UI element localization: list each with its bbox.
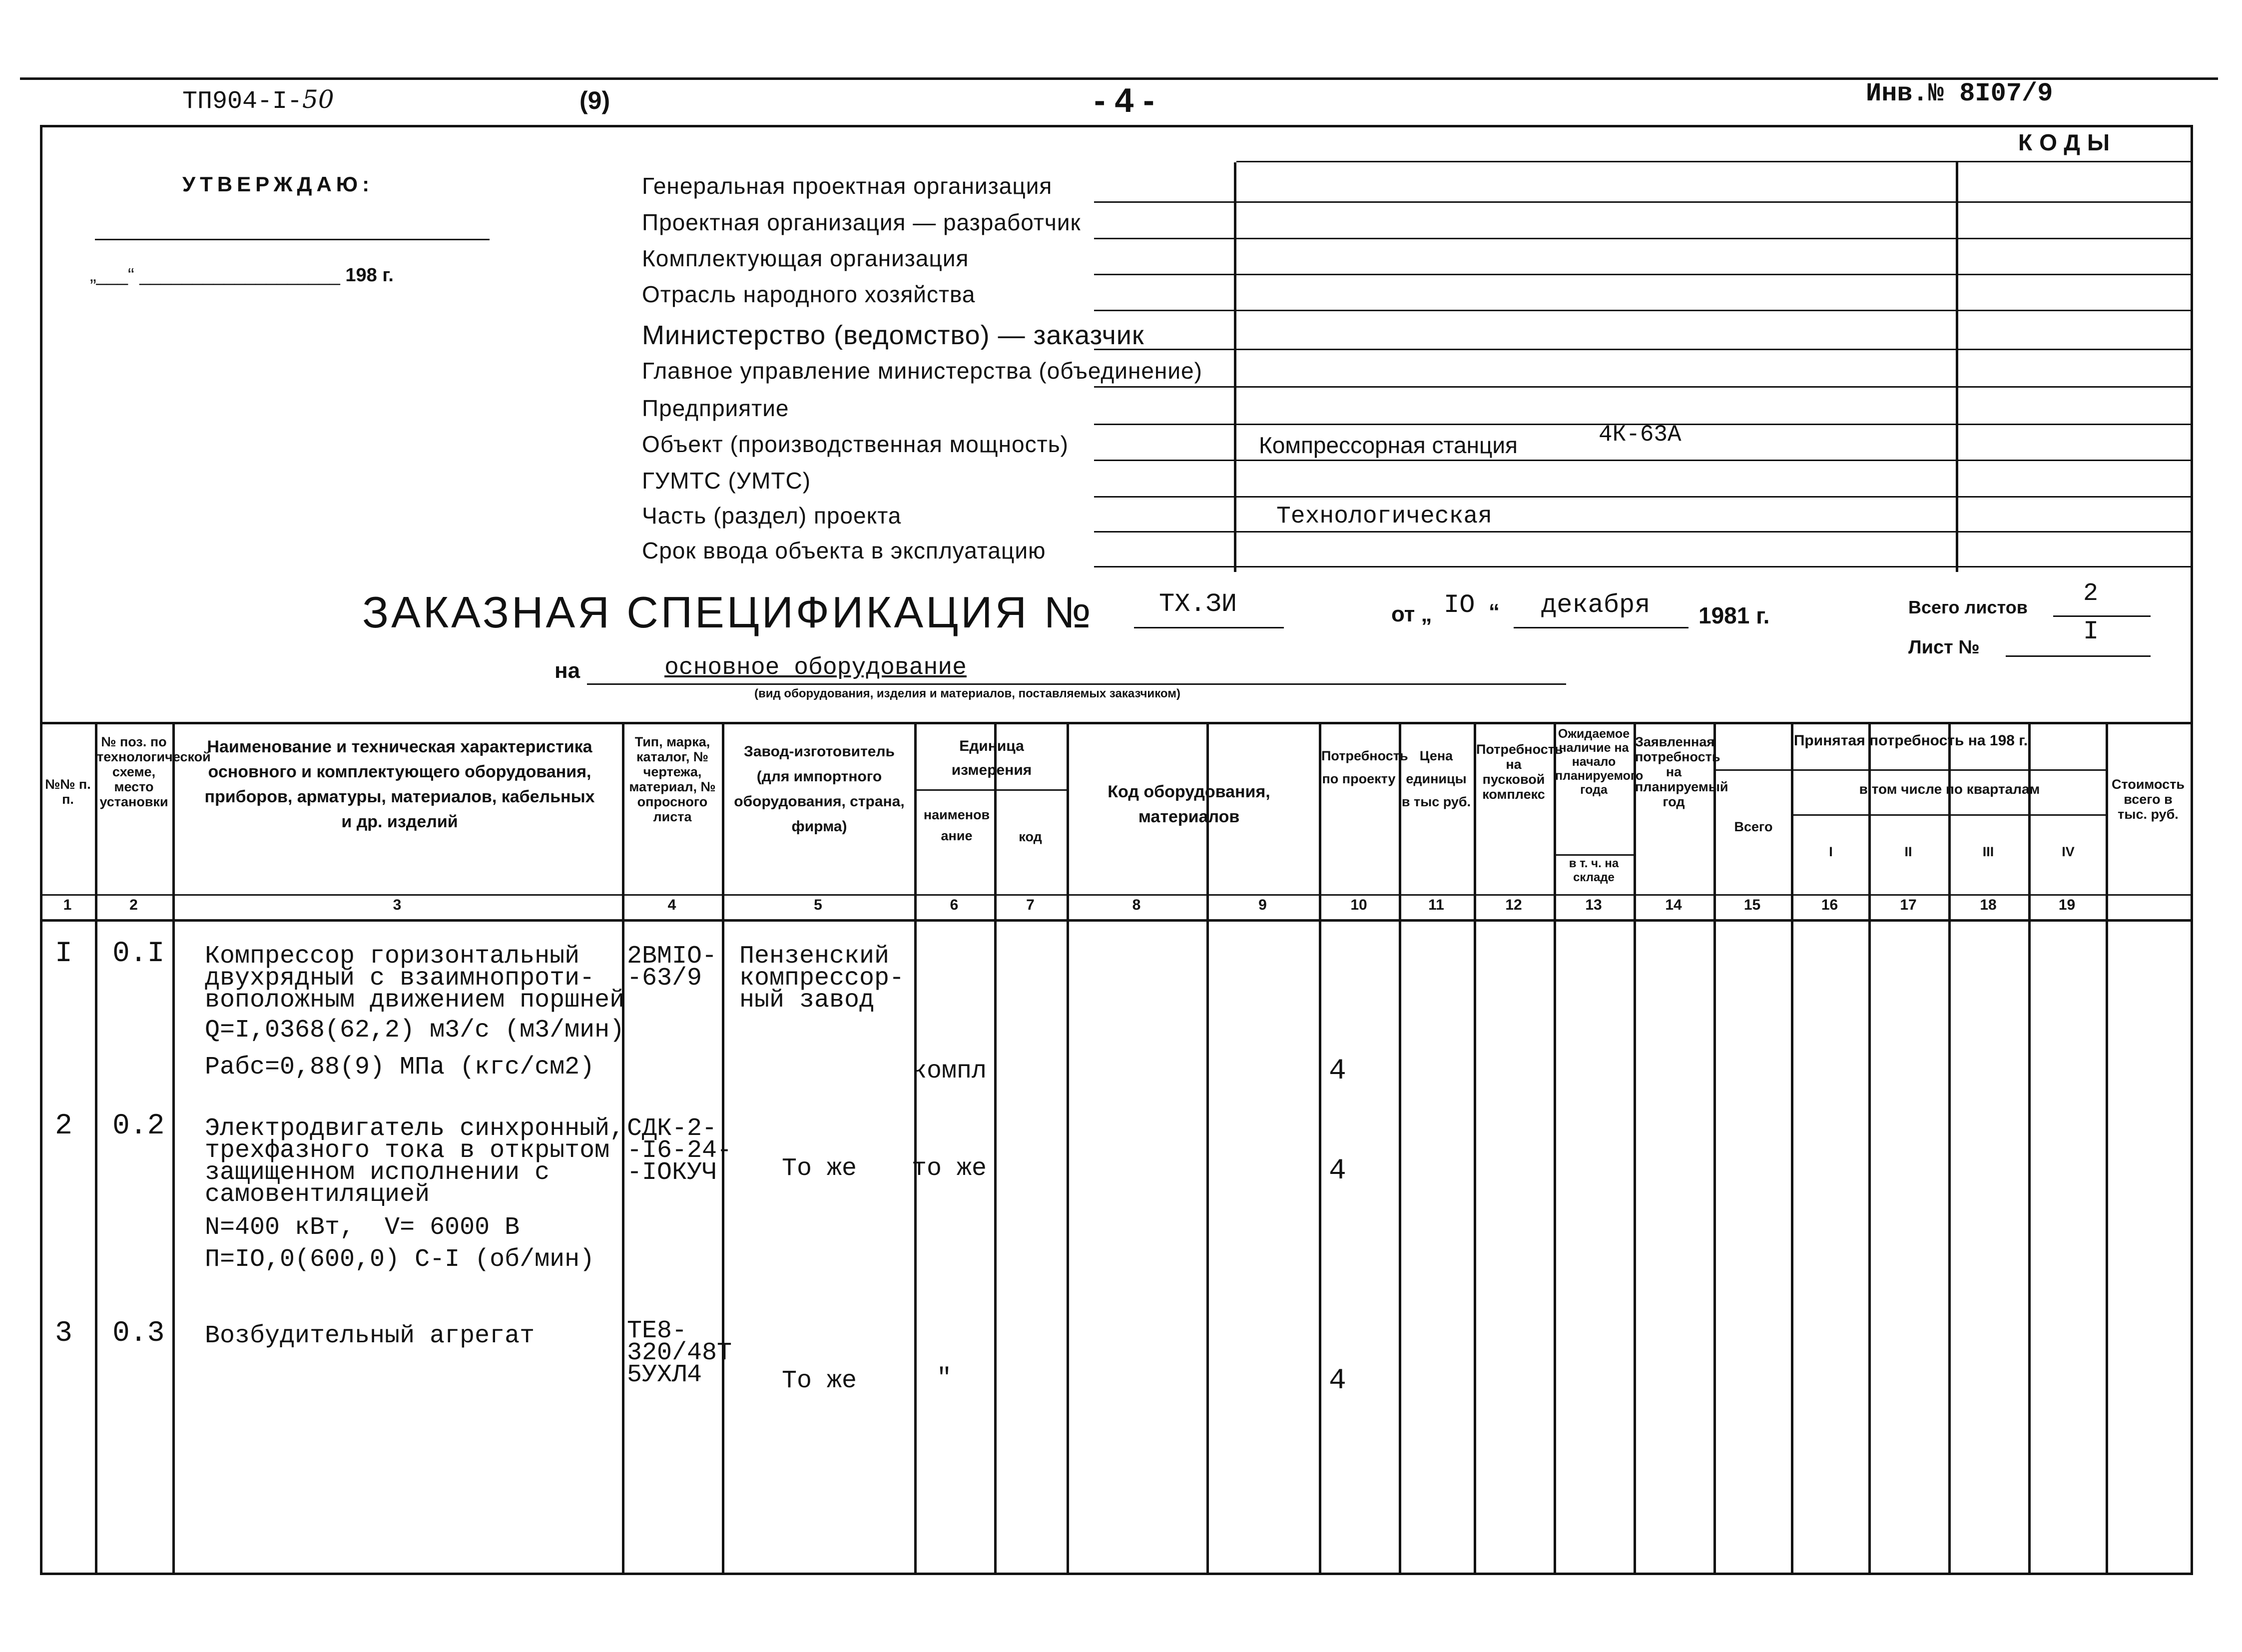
on-line [587, 683, 1566, 685]
org-field-line [1094, 386, 2191, 388]
col-header-2: № поз. по технологической схеме, место установки [97, 734, 211, 809]
org-field-label: Главное управление министерства (объединение) [642, 358, 1202, 384]
col-header-18: IV [2062, 844, 2075, 859]
col-number: 19 [2058, 897, 2076, 913]
org-field-label: Проектная организация — разработчик [642, 209, 1081, 235]
table-col-rule [1067, 722, 1069, 1573]
org-field-line [1094, 460, 2191, 461]
row-number: I [55, 938, 72, 970]
col-number: 17 [1900, 897, 1917, 913]
col-header-15: I [1829, 844, 1833, 859]
table-col-rule [1319, 722, 1321, 1573]
col-number: 4 [667, 897, 676, 913]
row-name-line: П=IO,0(600,0) С-I (об/мин) [205, 1245, 595, 1274]
row-name-line: Рабс=0,88(9) МПа (кгс/см2) [205, 1053, 595, 1082]
date-month-line [1514, 627, 1688, 628]
org-field-label: Объект (производственная мощность) [642, 431, 1069, 457]
row-type-line: -63/9 [627, 964, 702, 993]
table-col-rule [1206, 722, 1209, 1573]
col-header-17: III [1982, 844, 1994, 859]
col-header-8: Код оборудования, материалов [1108, 782, 1270, 826]
org-field-line [1094, 201, 2191, 203]
org-field-line [1094, 566, 2191, 567]
row-name-line: Q=I,0368(62,2) м3/с (м3/мин) [205, 1016, 625, 1045]
row-unit: " [937, 1364, 952, 1393]
row-name-line: N=400 кВт, V= 6000 В [205, 1213, 520, 1242]
row-name-line: самовентиляцией [205, 1180, 430, 1209]
approve-signature-line [95, 239, 490, 240]
col-number: 10 [1350, 897, 1367, 913]
table-col-rule [2106, 722, 2108, 1573]
col-header-4: Тип, марка, каталог, № чертежа, материал, № опросного листа [629, 734, 716, 824]
col-header-7: код [1019, 829, 1042, 844]
table-col-rule [1474, 722, 1476, 1573]
table-col-rule [1713, 722, 1716, 1573]
col-header-1: №№ п. п. [45, 777, 91, 807]
row-name-line: Возбудительный агрегат [205, 1322, 535, 1350]
row-maker-line: компрессор- [739, 964, 905, 993]
col-header-19: Стоимость всего в тыс. руб. [2111, 777, 2185, 822]
sheet-label: Лист № [1908, 637, 1980, 658]
total-sheets-line [2053, 615, 2151, 617]
on-note: (вид оборудования, изделия и материалов, поставляемых заказчиком) [754, 687, 1180, 700]
col-number: 8 [1132, 897, 1141, 913]
spec-title: ЗАКАЗНАЯ СПЕЦИФИКАЦИЯ № [362, 587, 1094, 637]
row-position: 0.3 [112, 1317, 165, 1350]
codes-rule [1236, 161, 2191, 162]
org-field-value-extra: 4К-63А [1599, 422, 1682, 448]
unit-subheader-rule [914, 789, 1067, 791]
date-quote: “ [1489, 599, 1500, 624]
col-number: 2 [129, 897, 138, 913]
row-type-line: СДК-2- [627, 1114, 717, 1143]
spec-number-line [1134, 627, 1284, 628]
col-header-5: Завод-изготовитель (для импортного оборудования, страна, фирма) [734, 743, 905, 835]
frame-top [40, 125, 2193, 127]
page-number: - 4 - [1094, 81, 1154, 119]
org-field-value: Компрессорная станция [1259, 432, 1518, 458]
total-sheets-value: 2 [2083, 579, 2099, 608]
inventory-number: Инв.№ 8I07/9 [1866, 79, 2053, 108]
col-number: 12 [1505, 897, 1522, 913]
codes-left [1234, 162, 1236, 572]
table-col-rule [994, 722, 997, 1573]
row-type-line: 320/48Т [627, 1339, 732, 1367]
col-header-11: Потребность на пусковой комплекс [1476, 742, 1563, 802]
on-value: основное оборудование [664, 654, 967, 681]
table-col-rule [622, 722, 624, 1573]
sheet-paren: (9) [579, 86, 610, 114]
col-number: 7 [1026, 897, 1035, 913]
date-day: IO [1444, 590, 1475, 620]
row-quantity: 4 [1329, 1055, 1346, 1088]
col-number: 18 [1980, 897, 1997, 913]
col-header-6-7: Единица измерения [951, 738, 1032, 778]
row-name-line: защищенном исполнении с [205, 1158, 550, 1187]
col-number: 15 [1743, 897, 1761, 913]
doc-code: ТП904-I-50 [182, 85, 334, 116]
accepted-subheader-rule [1713, 769, 2108, 771]
row-quantity: 4 [1329, 1155, 1346, 1187]
org-field-value: Технологическая [1276, 503, 1493, 530]
date-year: 1981 г. [1698, 602, 1770, 628]
row-position: 0.2 [112, 1110, 165, 1142]
stock-subheader-rule [1554, 854, 1634, 856]
sheet-value: I [2083, 617, 2099, 646]
col-number: 13 [1585, 897, 1602, 913]
col-number: 9 [1258, 897, 1267, 913]
approve-date: „___“ ___________________ 198 г. [90, 265, 394, 286]
col-header-12: Ожидаемое наличие на начало планируемого года [1555, 727, 1644, 797]
col-header-13: Заявленная потребность на планируемый год [1635, 734, 1728, 809]
col-number: 14 [1665, 897, 1682, 913]
row-type-line: ТЕ8- [627, 1317, 687, 1345]
table-col-rule [172, 722, 175, 1573]
total-sheets-label: Всего листов [1908, 597, 2028, 617]
row-name-line: воположным движением поршней [205, 986, 625, 1015]
codes-label: КОДЫ [2018, 129, 2117, 155]
col-header-3: Наименование и техническая характеристика основного и комплектующего оборудования, приборов, арматуры, материалов, кабельных и др. изделий [204, 737, 595, 831]
table-col-rule [95, 722, 97, 1573]
row-name-line: Компрессор горизонтальный [205, 942, 580, 971]
row-name-line: Электродвигатель синхронный, [205, 1114, 625, 1143]
row-quantity: 4 [1329, 1365, 1346, 1397]
col-number: 3 [393, 897, 402, 913]
org-field-label: Срок ввода объекта в эксплуатацию [642, 538, 1046, 563]
col-header-16: II [1904, 844, 1912, 859]
sheet-line [2006, 655, 2151, 657]
on-label: на [555, 658, 580, 683]
row-maker-line: Пензенский [739, 942, 890, 971]
col-number: 16 [1821, 897, 1838, 913]
org-field-label: Часть (раздел) проекта [642, 503, 902, 529]
frame-left [40, 125, 42, 1574]
org-field-line [1094, 274, 2191, 275]
org-field-line [1094, 531, 2191, 533]
row-position: 0.I [112, 938, 165, 970]
table-col-rule [914, 722, 917, 1573]
org-field-label: Министерство (ведомство) — заказчик [642, 320, 1144, 350]
col-header-12b: в т. ч. на складе [1569, 857, 1619, 884]
org-field-label: Отрасль народного хозяйства [642, 281, 976, 307]
frame-bottom [40, 1573, 2193, 1575]
col-number: 11 [1428, 897, 1444, 913]
codes-mid [1956, 162, 1958, 572]
org-field-line [1094, 310, 2191, 311]
col-header-6: наименование [923, 807, 990, 843]
table-col-rule [1634, 722, 1636, 1573]
col-number: 6 [950, 897, 959, 913]
col-header-14-18: Принятая потребность на 198 г. [1793, 732, 2028, 749]
col-header-14: Всего [1734, 819, 1773, 834]
row-type-line: 2ВМIO- [627, 942, 717, 971]
row-number: 2 [55, 1110, 72, 1142]
row-maker-line: То же [782, 1367, 857, 1395]
org-field-label: ГУМТС (УМТС) [642, 468, 811, 494]
row-name-line: двухрядный с взаимнопроти- [205, 964, 595, 993]
date-from: от „ [1391, 602, 1432, 626]
col-number: 5 [814, 897, 822, 913]
row-unit: то же [912, 1154, 987, 1183]
row-maker-line: То же [782, 1154, 857, 1183]
row-unit: компл [912, 1057, 987, 1086]
row-type-line: 5УХЛ4 [627, 1361, 702, 1389]
row-number: 3 [55, 1317, 72, 1350]
spec-number: ТХ.ЗИ [1159, 589, 1237, 619]
quarters-subheader-rule [1791, 814, 2108, 816]
org-field-label: Генеральная проектная организация [642, 173, 1053, 199]
row-type-line: -I6-24- [627, 1136, 732, 1165]
frame-right [2191, 125, 2193, 1574]
row-name-line: трехфазного тока в открытом [205, 1136, 610, 1165]
org-field-label: Комплектующая организация [642, 245, 969, 271]
approve-title: УТВЕРЖДАЮ: [182, 172, 374, 196]
row-maker-line: ный завод [739, 986, 875, 1015]
col-header-15-18: в том числе по кварталам [1859, 781, 2040, 797]
org-field-line [1094, 349, 2191, 350]
row-type-line: -IOКУЧ [627, 1158, 717, 1187]
org-field-label: Предприятие [642, 395, 789, 421]
table-col-rule [1399, 722, 1401, 1573]
col-number: 1 [63, 897, 72, 913]
org-field-line [1094, 496, 2191, 498]
table-col-rule [1554, 722, 1556, 1573]
col-header-9: Потребность по проекту [1321, 748, 1408, 786]
col-header-10: Цена единицы в тыс руб. [1401, 748, 1471, 809]
date-month: декабря [1541, 590, 1651, 620]
org-field-line [1094, 238, 2191, 239]
